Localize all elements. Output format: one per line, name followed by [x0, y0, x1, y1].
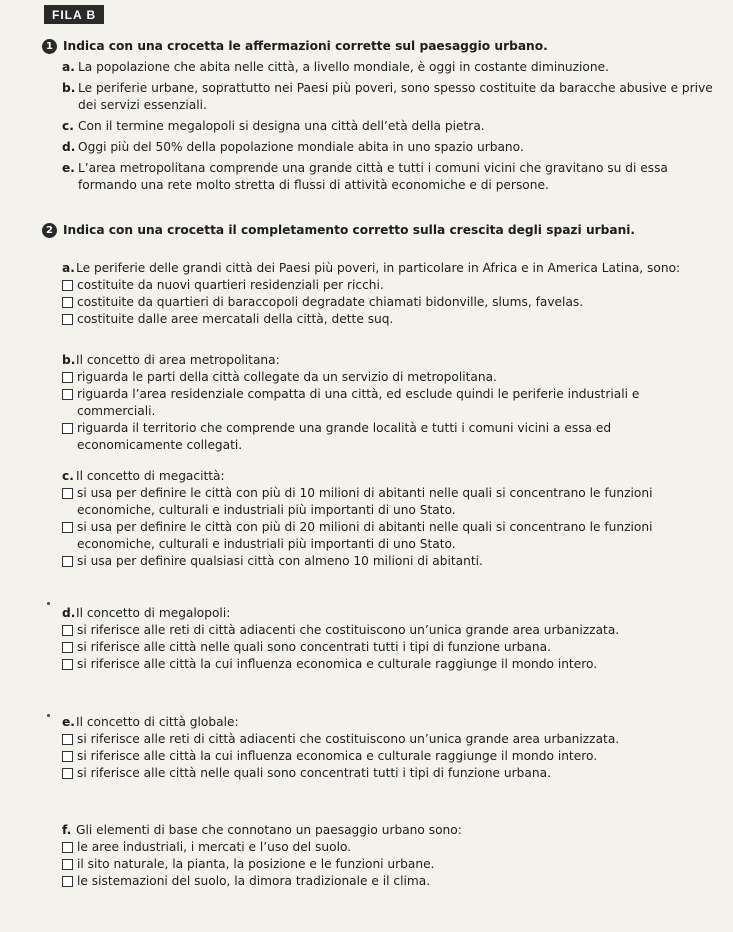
statement-text: La popolazione che abita nelle città, a livello mondiale, è oggi in costante diminuzione. — [78, 60, 609, 74]
exercise-1 — [42, 38, 719, 194]
question-c — [42, 468, 719, 570]
option-text: si riferisce alle città nelle quali sono concentrati tutti i tipi di funzione urbana. — [77, 766, 551, 780]
option-text: costituite dalle aree mercatali della città, dette suq. — [77, 312, 394, 326]
option-text: il sito naturale, la pianta, la posizione e le funzioni urbane. — [77, 857, 435, 871]
option-text: riguarda l’area residenziale compatta di una città, ed esclude quindi le periferie industriali e commerciali. — [77, 387, 640, 418]
checkbox[interactable] — [62, 659, 73, 670]
question-letter: b. — [62, 353, 76, 367]
question-text: Le periferie delle grandi città dei Paesi più poveri, in particolare in Africa e in America Latina, sono: — [76, 261, 681, 275]
fila-label: FILA B — [44, 5, 104, 24]
option-text: si riferisce alle città nelle quali sono concentrati tutti i tipi di funzione urbana. — [77, 640, 551, 654]
exercise-2-instruction: Indica con una crocetta il completamento corretto sulla crescita degli spazi urbani. — [63, 223, 636, 237]
checkbox[interactable] — [62, 423, 73, 434]
question-letter: c. — [62, 469, 74, 483]
statement-text: Oggi più del 50% della popolazione mondiale abita in uno spazio urbano. — [78, 140, 524, 154]
question-letter: d. — [62, 606, 76, 620]
exercise-2 — [42, 222, 719, 239]
option-e3[interactable] — [62, 765, 719, 782]
statement-letter: c. — [62, 119, 74, 133]
option-d2[interactable] — [62, 639, 719, 656]
option-text: le sistemazioni del suolo, la dimora tradizionale e il clima. — [77, 874, 431, 888]
question-a — [42, 260, 719, 328]
option-e1[interactable] — [62, 731, 719, 748]
checkbox[interactable] — [62, 488, 73, 499]
option-text: si usa per definire le città con più di 10 milioni di abitanti nelle quali si concentrano le funzioni economiche, culturali e industriali più importanti di uno Stato. — [77, 486, 653, 517]
option-c2[interactable] — [62, 519, 719, 553]
statement-letter: b. — [62, 81, 76, 95]
option-text: riguarda il territorio che comprende una grande località e tutti i comuni vicini a essa ed economicamente collegati. — [77, 421, 612, 452]
question-text: Gli elementi di base che connotano un paesaggio urbano sono: — [76, 823, 462, 837]
checkbox[interactable] — [62, 280, 73, 291]
option-b2[interactable] — [62, 386, 719, 420]
question-text: Il concetto di area metropolitana: — [76, 353, 280, 367]
exercise-number-badge: 1 — [42, 39, 57, 54]
checkbox[interactable] — [62, 556, 73, 567]
question-text: Il concetto di megalopoli: — [76, 606, 231, 620]
option-f3[interactable] — [62, 873, 719, 890]
statement-c[interactable] — [62, 118, 719, 135]
checkbox[interactable] — [62, 768, 73, 779]
checkbox[interactable] — [62, 859, 73, 870]
option-d3[interactable] — [62, 656, 719, 673]
option-f1[interactable] — [62, 839, 719, 856]
option-text: si riferisce alle città la cui influenza economica e culturale raggiunge il mondo intero. — [77, 657, 598, 671]
checkbox[interactable] — [62, 297, 73, 308]
question-b — [42, 352, 719, 454]
checkbox[interactable] — [62, 522, 73, 533]
option-a3[interactable] — [62, 311, 719, 328]
option-e2[interactable] — [62, 748, 719, 765]
option-f2[interactable] — [62, 856, 719, 873]
statement-letter: a. — [62, 60, 75, 74]
option-text: si riferisce alle città la cui influenza economica e culturale raggiunge il mondo intero. — [77, 749, 598, 763]
option-b1[interactable] — [62, 369, 719, 386]
question-letter: a. — [62, 261, 75, 275]
option-text: costituite da quartieri di baraccopoli degradate chiamati bidonville, slums, favelas. — [77, 295, 584, 309]
option-d1[interactable] — [62, 622, 719, 639]
option-c3[interactable] — [62, 553, 719, 570]
checkbox[interactable] — [62, 751, 73, 762]
option-text: costituite da nuovi quartieri residenziali per ricchi. — [77, 278, 384, 292]
question-letter: e. — [62, 715, 75, 729]
checkbox[interactable] — [62, 876, 73, 887]
option-text: si riferisce alle reti di città adiacenti che costituiscono un’unica grande area urbanizzata. — [77, 732, 620, 746]
checkbox[interactable] — [62, 314, 73, 325]
option-a1[interactable] — [62, 277, 719, 294]
statement-text: Con il termine megalopoli si designa una città dell’età della pietra. — [78, 119, 485, 133]
statement-d[interactable] — [62, 139, 719, 156]
option-a2[interactable] — [62, 294, 719, 311]
statement-e[interactable] — [62, 160, 719, 194]
statement-letter: e. — [62, 161, 75, 175]
option-text: si usa per definire le città con più di 20 milioni di abitanti nelle quali si concentrano le funzioni economiche, culturali e industriali più importanti di uno Stato. — [77, 520, 653, 551]
option-text: le aree industriali, i mercati e l’uso del suolo. — [77, 840, 352, 854]
checkbox[interactable] — [62, 625, 73, 636]
statement-letter: d. — [62, 140, 76, 154]
option-text: riguarda le parti della città collegate da un servizio di metropolitana. — [77, 370, 497, 384]
exercise-2-title — [42, 222, 719, 239]
statement-text: Le periferie urbane, soprattutto nei Paesi più poveri, sono spesso costituite da baracche abusive e prive dei servizi essenziali. — [78, 81, 713, 112]
exercise-1-instruction: Indica con una crocetta le affermazioni corrette sul paesaggio urbano. — [63, 39, 548, 53]
option-text: si usa per definire qualsiasi città con almeno 10 milioni di abitanti. — [77, 554, 483, 568]
question-e — [42, 714, 719, 782]
option-c1[interactable] — [62, 485, 719, 519]
checkbox[interactable] — [62, 372, 73, 383]
question-text: Il concetto di città globale: — [76, 715, 239, 729]
question-letter: f. — [62, 823, 72, 837]
exercise-1-title — [42, 38, 719, 55]
statement-text: L’area metropolitana comprende una grande città e tutti i comuni vicini che gravitano su di essa formando una rete molto stretta di flussi di attività economiche e di persone. — [78, 161, 668, 192]
checkbox[interactable] — [62, 642, 73, 653]
option-b3[interactable] — [62, 420, 719, 454]
checkbox[interactable] — [62, 842, 73, 853]
checkbox[interactable] — [62, 734, 73, 745]
option-text: si riferisce alle reti di città adiacenti che costituiscono un’unica grande area urbanizzata. — [77, 623, 620, 637]
question-text: Il concetto di megacittà: — [76, 469, 225, 483]
question-f — [42, 822, 719, 890]
checkbox[interactable] — [62, 389, 73, 400]
statement-b[interactable] — [62, 80, 719, 114]
exercise-number-badge: 2 — [42, 223, 57, 238]
question-d — [42, 605, 719, 673]
statement-a[interactable] — [62, 59, 719, 76]
